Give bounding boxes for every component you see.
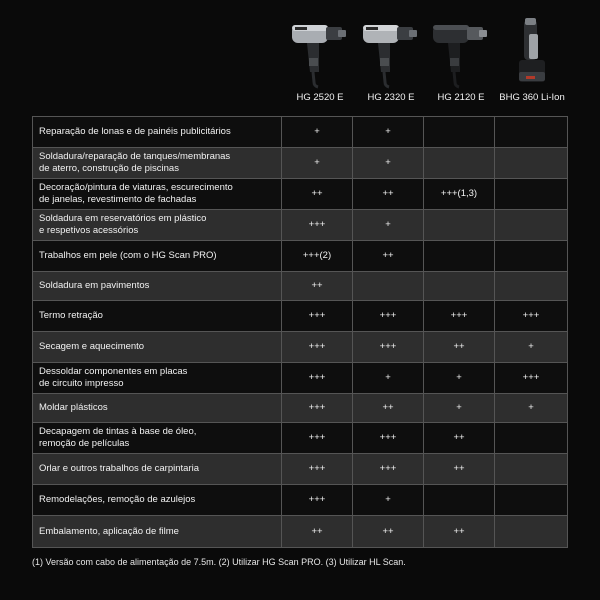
heat-gun-silver-icon <box>356 14 426 90</box>
table-row <box>33 332 568 363</box>
suitability-rating-cell: ++ <box>282 516 353 548</box>
suitability-rating-cell: + <box>495 394 568 423</box>
suitability-rating-cell: + <box>282 117 353 148</box>
suitability-rating-cell <box>495 179 568 210</box>
application-label-line: de circuito impresso <box>39 378 124 389</box>
suitability-rating-cell <box>495 148 568 179</box>
suitability-rating-cell <box>495 117 568 148</box>
product-column-2 <box>356 14 426 114</box>
suitability-rating-cell: +++(1,3) <box>424 179 495 210</box>
table-row <box>33 117 568 148</box>
suitability-rating-cell: +++ <box>495 301 568 332</box>
table-row <box>33 301 568 332</box>
suitability-rating-cell: + <box>282 148 353 179</box>
suitability-rating-cell: +++(2) <box>282 241 353 272</box>
suitability-rating-cell: +++ <box>353 332 424 363</box>
product-column-3 <box>426 14 496 114</box>
table-row <box>33 272 568 301</box>
product-name: HG 2320 E <box>367 92 415 103</box>
suitability-rating-cell: +++ <box>495 363 568 394</box>
application-cell <box>33 516 282 548</box>
application-cell <box>33 423 282 454</box>
table-row <box>33 516 568 548</box>
suitability-rating-cell <box>495 485 568 516</box>
suitability-rating-cell <box>424 241 495 272</box>
application-label-line: Termo retração <box>39 310 103 321</box>
suitability-rating-cell <box>495 241 568 272</box>
suitability-rating-cell <box>424 210 495 241</box>
product-name: HG 2520 E <box>296 92 344 103</box>
application-label-line: Soldadura/reparação de tanques/membranas <box>39 151 231 162</box>
suitability-rating-cell: ++ <box>424 332 495 363</box>
application-label-line: Decapagem de tintas à base de óleo, <box>39 426 197 437</box>
application-label-line: de aterro, construção de piscinas <box>39 163 179 174</box>
application-cell <box>33 301 282 332</box>
application-label-line: Secagem e aquecimento <box>39 341 145 352</box>
suitability-rating-cell: ++ <box>353 516 424 548</box>
application-label-line: Soldadura em pavimentos <box>39 280 150 291</box>
application-label-line: Remodelações, remoção de azulejos <box>39 494 196 505</box>
application-cell <box>33 394 282 423</box>
suitability-rating-cell: +++ <box>424 301 495 332</box>
table-row <box>33 485 568 516</box>
application-cell <box>33 148 282 179</box>
suitability-rating-cell: + <box>353 210 424 241</box>
application-label-line: Moldar plásticos <box>39 402 108 413</box>
suitability-rating-cell <box>353 272 424 301</box>
product-column-1 <box>285 14 355 114</box>
application-label-line: Trabalhos em pele (com o HG Scan PRO) <box>39 250 217 261</box>
table-row <box>33 148 568 179</box>
suitability-rating-cell: +++ <box>282 210 353 241</box>
application-cell <box>33 241 282 272</box>
application-label-line: e respetivos acessórios <box>39 225 139 236</box>
suitability-rating-cell <box>424 148 495 179</box>
suitability-rating-cell: ++ <box>424 423 495 454</box>
suitability-rating-cell: +++ <box>353 423 424 454</box>
table-row <box>33 241 568 272</box>
application-label-line: Orlar e outros trabalhos de carpintaria <box>39 463 199 474</box>
suitability-rating-cell: ++ <box>424 454 495 485</box>
application-label-line: Decoração/pintura de viaturas, escurecimento <box>39 182 233 193</box>
suitability-rating-cell: +++ <box>353 301 424 332</box>
table-row <box>33 394 568 423</box>
table-row <box>33 179 568 210</box>
suitability-rating-cell: ++ <box>353 179 424 210</box>
suitability-rating-cell: + <box>353 117 424 148</box>
application-label-line: de janelas, revestimento de fachadas <box>39 194 197 205</box>
application-cell <box>33 454 282 485</box>
suitability-rating-cell <box>495 516 568 548</box>
suitability-rating-cell: + <box>424 363 495 394</box>
suitability-rating-cell: ++ <box>282 179 353 210</box>
suitability-rating-cell: +++ <box>282 363 353 394</box>
table-row <box>33 363 568 394</box>
suitability-rating-cell: +++ <box>282 485 353 516</box>
suitability-rating-cell: ++ <box>353 241 424 272</box>
heat-gun-black-icon <box>426 14 496 90</box>
product-name: BHG 360 Li-Ion <box>499 92 565 103</box>
application-cell <box>33 272 282 301</box>
suitability-rating-cell: + <box>353 363 424 394</box>
suitability-rating-cell: +++ <box>282 394 353 423</box>
footnote: (1) Versão com cabo de alimentação de 7.5m. (2) Utilizar HG Scan PRO. (3) Utilizar HL Scan. <box>32 557 406 567</box>
suitability-rating-cell <box>424 117 495 148</box>
product-column-4 <box>497 14 567 114</box>
application-cell <box>33 485 282 516</box>
suitability-rating-cell: + <box>495 332 568 363</box>
suitability-rating-cell: + <box>353 485 424 516</box>
suitability-rating-cell: ++ <box>424 516 495 548</box>
application-label-line: Dessoldar componentes em placas <box>39 366 188 377</box>
table-row <box>33 423 568 454</box>
application-label-line: Embalamento, aplicação de filme <box>39 525 179 537</box>
heat-gun-silver-icon <box>285 14 355 90</box>
battery-heat-gun-icon <box>497 14 567 90</box>
suitability-rating-cell: ++ <box>282 272 353 301</box>
suitability-rating-cell <box>495 210 568 241</box>
table-row <box>33 210 568 241</box>
suitability-rating-cell: +++ <box>282 301 353 332</box>
suitability-rating-cell: + <box>353 148 424 179</box>
application-cell <box>33 210 282 241</box>
application-label-line: Soldadura em reservatórios em plástico <box>39 213 207 224</box>
suitability-rating-cell <box>424 485 495 516</box>
suitability-rating-cell: +++ <box>353 454 424 485</box>
suitability-rating-cell <box>495 454 568 485</box>
table-row <box>33 454 568 485</box>
application-cell <box>33 332 282 363</box>
application-cell <box>33 363 282 394</box>
suitability-rating-cell <box>495 272 568 301</box>
application-label-line: Reparação de lonas e de painéis publicitários <box>39 126 231 137</box>
application-label-line: remoção de películas <box>39 438 130 449</box>
application-matrix-table <box>32 116 568 548</box>
suitability-rating-cell <box>495 423 568 454</box>
application-cell <box>33 117 282 148</box>
application-cell <box>33 179 282 210</box>
product-header <box>285 14 567 114</box>
suitability-rating-cell: +++ <box>282 332 353 363</box>
suitability-rating-cell <box>424 272 495 301</box>
product-name: HG 2120 E <box>437 92 485 103</box>
suitability-rating-cell: +++ <box>282 454 353 485</box>
suitability-rating-cell: +++ <box>282 423 353 454</box>
suitability-rating-cell: + <box>424 394 495 423</box>
suitability-rating-cell: ++ <box>353 394 424 423</box>
